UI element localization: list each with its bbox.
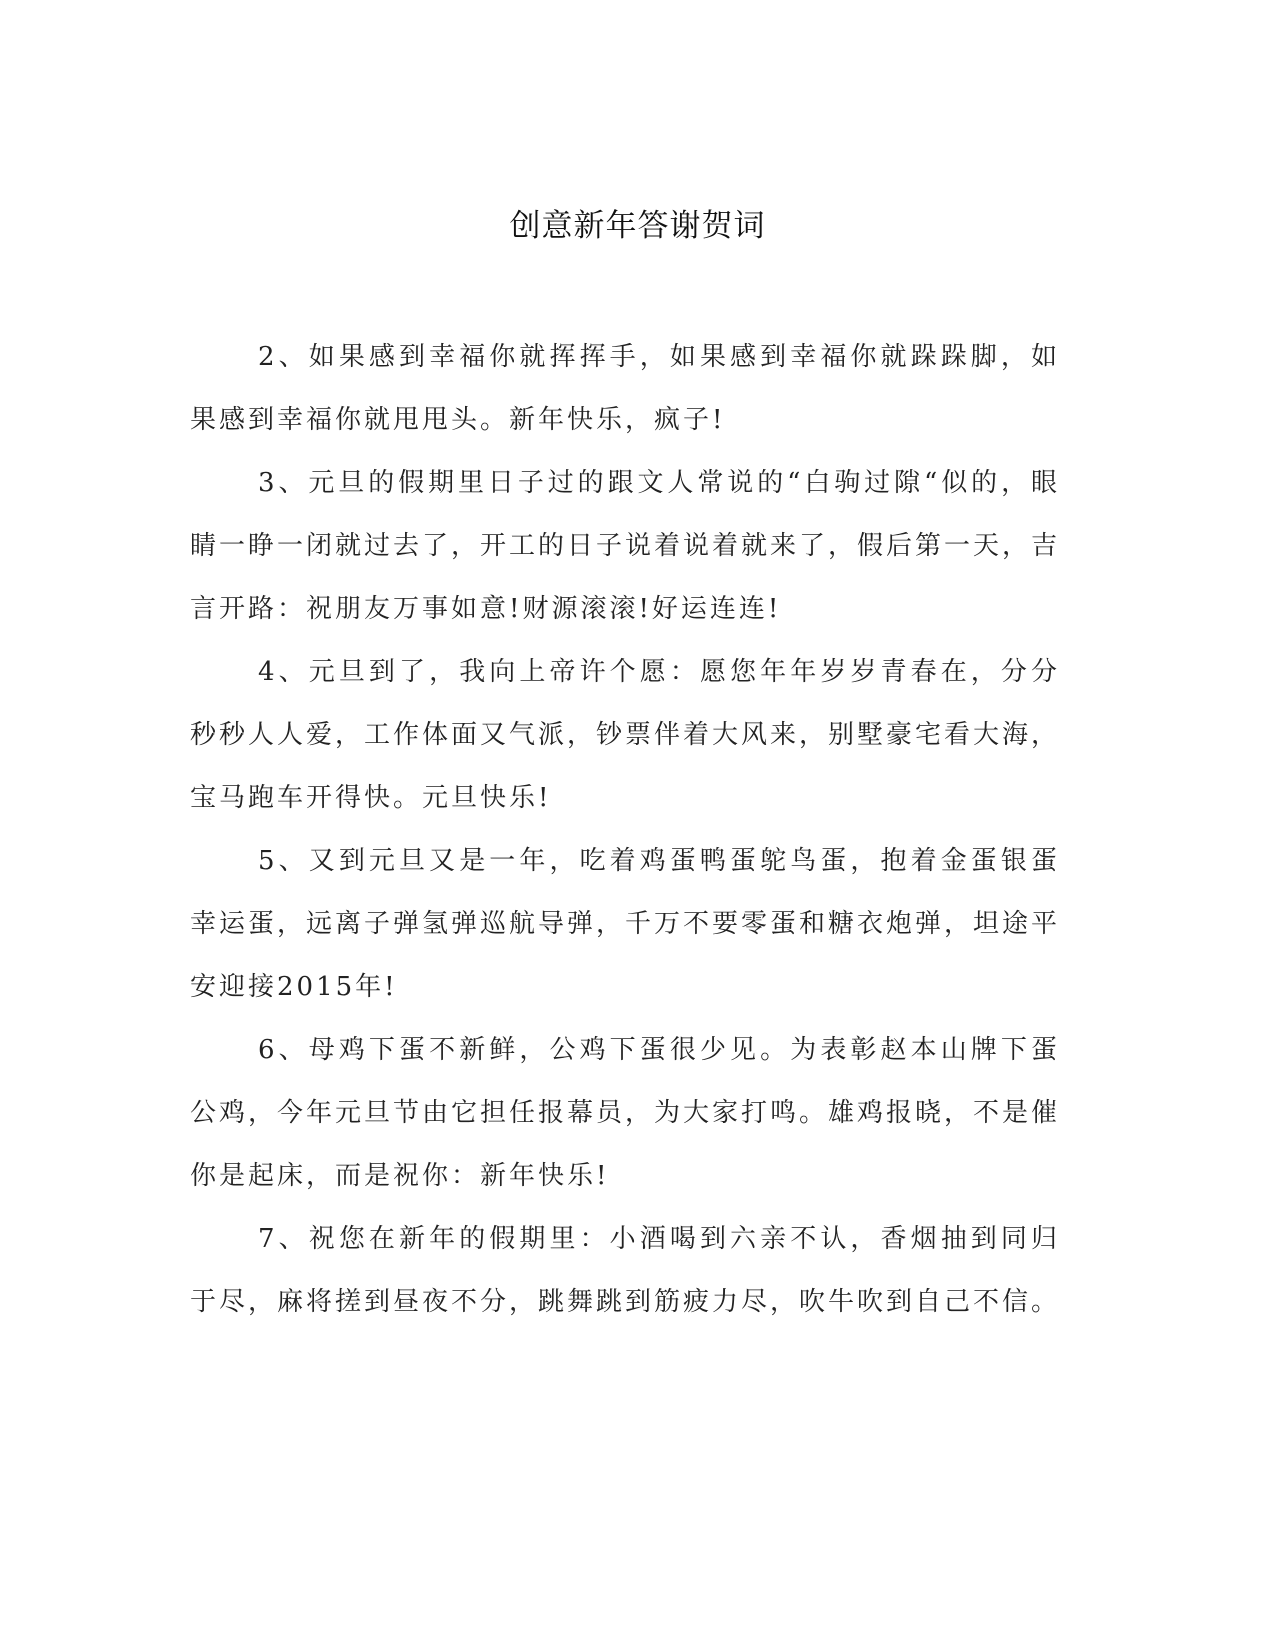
paragraph-4: 4、元旦到了，我向上帝许个愿：愿您年年岁岁青春在，分分秒秒人人爱，工作体面又气派，钞票伴着大风来，别墅豪宅看大海，宝马跑车开得快。元旦快乐! bbox=[190, 657, 1061, 813]
paragraph-5: 5、又到元旦又是一年，吃着鸡蛋鸭蛋鸵鸟蛋，抱着金蛋银蛋幸运蛋，远离子弹氢弹巡航导弹，千万不要零蛋和糖衣炮弹，坦途平安迎接2015年! bbox=[190, 846, 1061, 1002]
page-title: 创意新年答谢贺词 bbox=[509, 208, 766, 244]
paragraph-2: 2、如果感到幸福你就挥挥手，如果感到幸福你就跺跺脚，如果感到幸福你就甩甩头。新年快乐，疯子! bbox=[190, 342, 1060, 435]
paragraph-6: 6、母鸡下蛋不新鲜，公鸡下蛋很少见。为表彰赵本山牌下蛋公鸡，今年元旦节由它担任报幕员，为大家打鸣。雄鸡报晓，不是催你是起床，而是祝你：新年快乐! bbox=[190, 1035, 1061, 1191]
paragraph-3: 3、元旦的假期里日子过的跟文人常说的“白驹过隙“似的，眼睛一睁一闭就过去了，开工的日子说着说着就来了，假后第一天，吉言开路：祝朋友万事如意!财源滚滚!好运连连! bbox=[190, 468, 1061, 624]
paragraph-7: 7、祝您在新年的假期里：小酒喝到六亲不认，香烟抽到同归于尽，麻将搓到昼夜不分，跳舞跳到筋疲力尽，吹牛吹到自己不信。 bbox=[190, 1224, 1061, 1317]
document-body bbox=[190, 326, 1060, 1334]
